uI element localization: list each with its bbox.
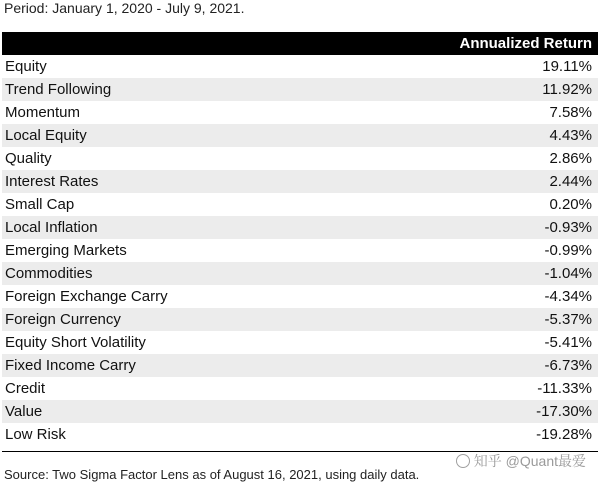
source-note: Source: Two Sigma Factor Lens as of August 16, 2021, using daily data.	[4, 467, 420, 482]
factor-name: Local Inflation	[5, 219, 98, 236]
table-row	[2, 262, 598, 285]
annualized-return-value: -6.73%	[544, 357, 592, 374]
factor-name: Trend Following	[5, 81, 112, 98]
period-caption: Period: January 1, 2020 - July 9, 2021.	[4, 0, 245, 16]
table-row	[2, 331, 598, 354]
table-body	[2, 55, 598, 446]
watermark-text: 知乎 @Quant最爱	[473, 453, 586, 469]
table-row	[2, 101, 598, 124]
annualized-return-value: -17.30%	[536, 403, 592, 420]
annualized-return-value: 4.43%	[549, 127, 592, 144]
table-header	[2, 32, 598, 55]
annualized-return-value: 2.44%	[549, 173, 592, 190]
table-row	[2, 285, 598, 308]
table-row	[2, 55, 598, 78]
annualized-return-value: -11.33%	[537, 380, 592, 397]
annualized-return-value: -0.99%	[544, 242, 592, 259]
returns-table	[2, 32, 598, 452]
factor-name: Emerging Markets	[5, 242, 127, 259]
watermark	[456, 451, 586, 471]
factor-name: Momentum	[5, 104, 81, 121]
table-row	[2, 124, 598, 147]
annualized-return-value: -5.37%	[544, 311, 592, 328]
annualized-return-value: 19.11%	[542, 58, 592, 75]
annualized-return-value: -4.34%	[544, 288, 592, 305]
annualized-return-value: -5.41%	[544, 334, 592, 351]
annualized-return-value: -19.28%	[536, 426, 592, 443]
table-row	[2, 216, 598, 239]
table-row	[2, 78, 598, 101]
factor-name: Value	[5, 403, 43, 420]
factor-name: Interest Rates	[5, 173, 99, 190]
table-row	[2, 377, 598, 400]
factor-name: Local Equity	[5, 127, 87, 144]
table-row	[2, 193, 598, 216]
table-row	[2, 354, 598, 377]
table-row	[2, 239, 598, 262]
annualized-return-value: 0.20%	[549, 196, 592, 213]
factor-name: Commodities	[5, 265, 93, 282]
annualized-return-value: 7.58%	[549, 104, 592, 121]
table-row	[2, 147, 598, 170]
factor-name: Small Cap	[5, 196, 75, 213]
header-annualized-return: Annualized Return	[459, 35, 592, 52]
table-row	[2, 308, 598, 331]
factor-name: Fixed Income Carry	[5, 357, 136, 374]
factor-name: Foreign Exchange Carry	[5, 288, 168, 305]
table-row	[2, 400, 598, 423]
annualized-return-value: -0.93%	[544, 219, 592, 236]
factor-name: Equity Short Volatility	[5, 334, 146, 351]
zhihu-logo-icon	[456, 454, 470, 468]
factor-name: Credit	[5, 380, 46, 397]
factor-name: Equity	[5, 58, 47, 75]
annualized-return-value: 2.86%	[549, 150, 592, 167]
table-row	[2, 423, 598, 446]
table-row	[2, 170, 598, 193]
factor-name: Quality	[5, 150, 52, 167]
factor-name: Low Risk	[5, 426, 66, 443]
factor-name: Foreign Currency	[5, 311, 121, 328]
annualized-return-value: -1.04%	[544, 265, 592, 282]
annualized-return-value: 11.92%	[542, 81, 592, 98]
